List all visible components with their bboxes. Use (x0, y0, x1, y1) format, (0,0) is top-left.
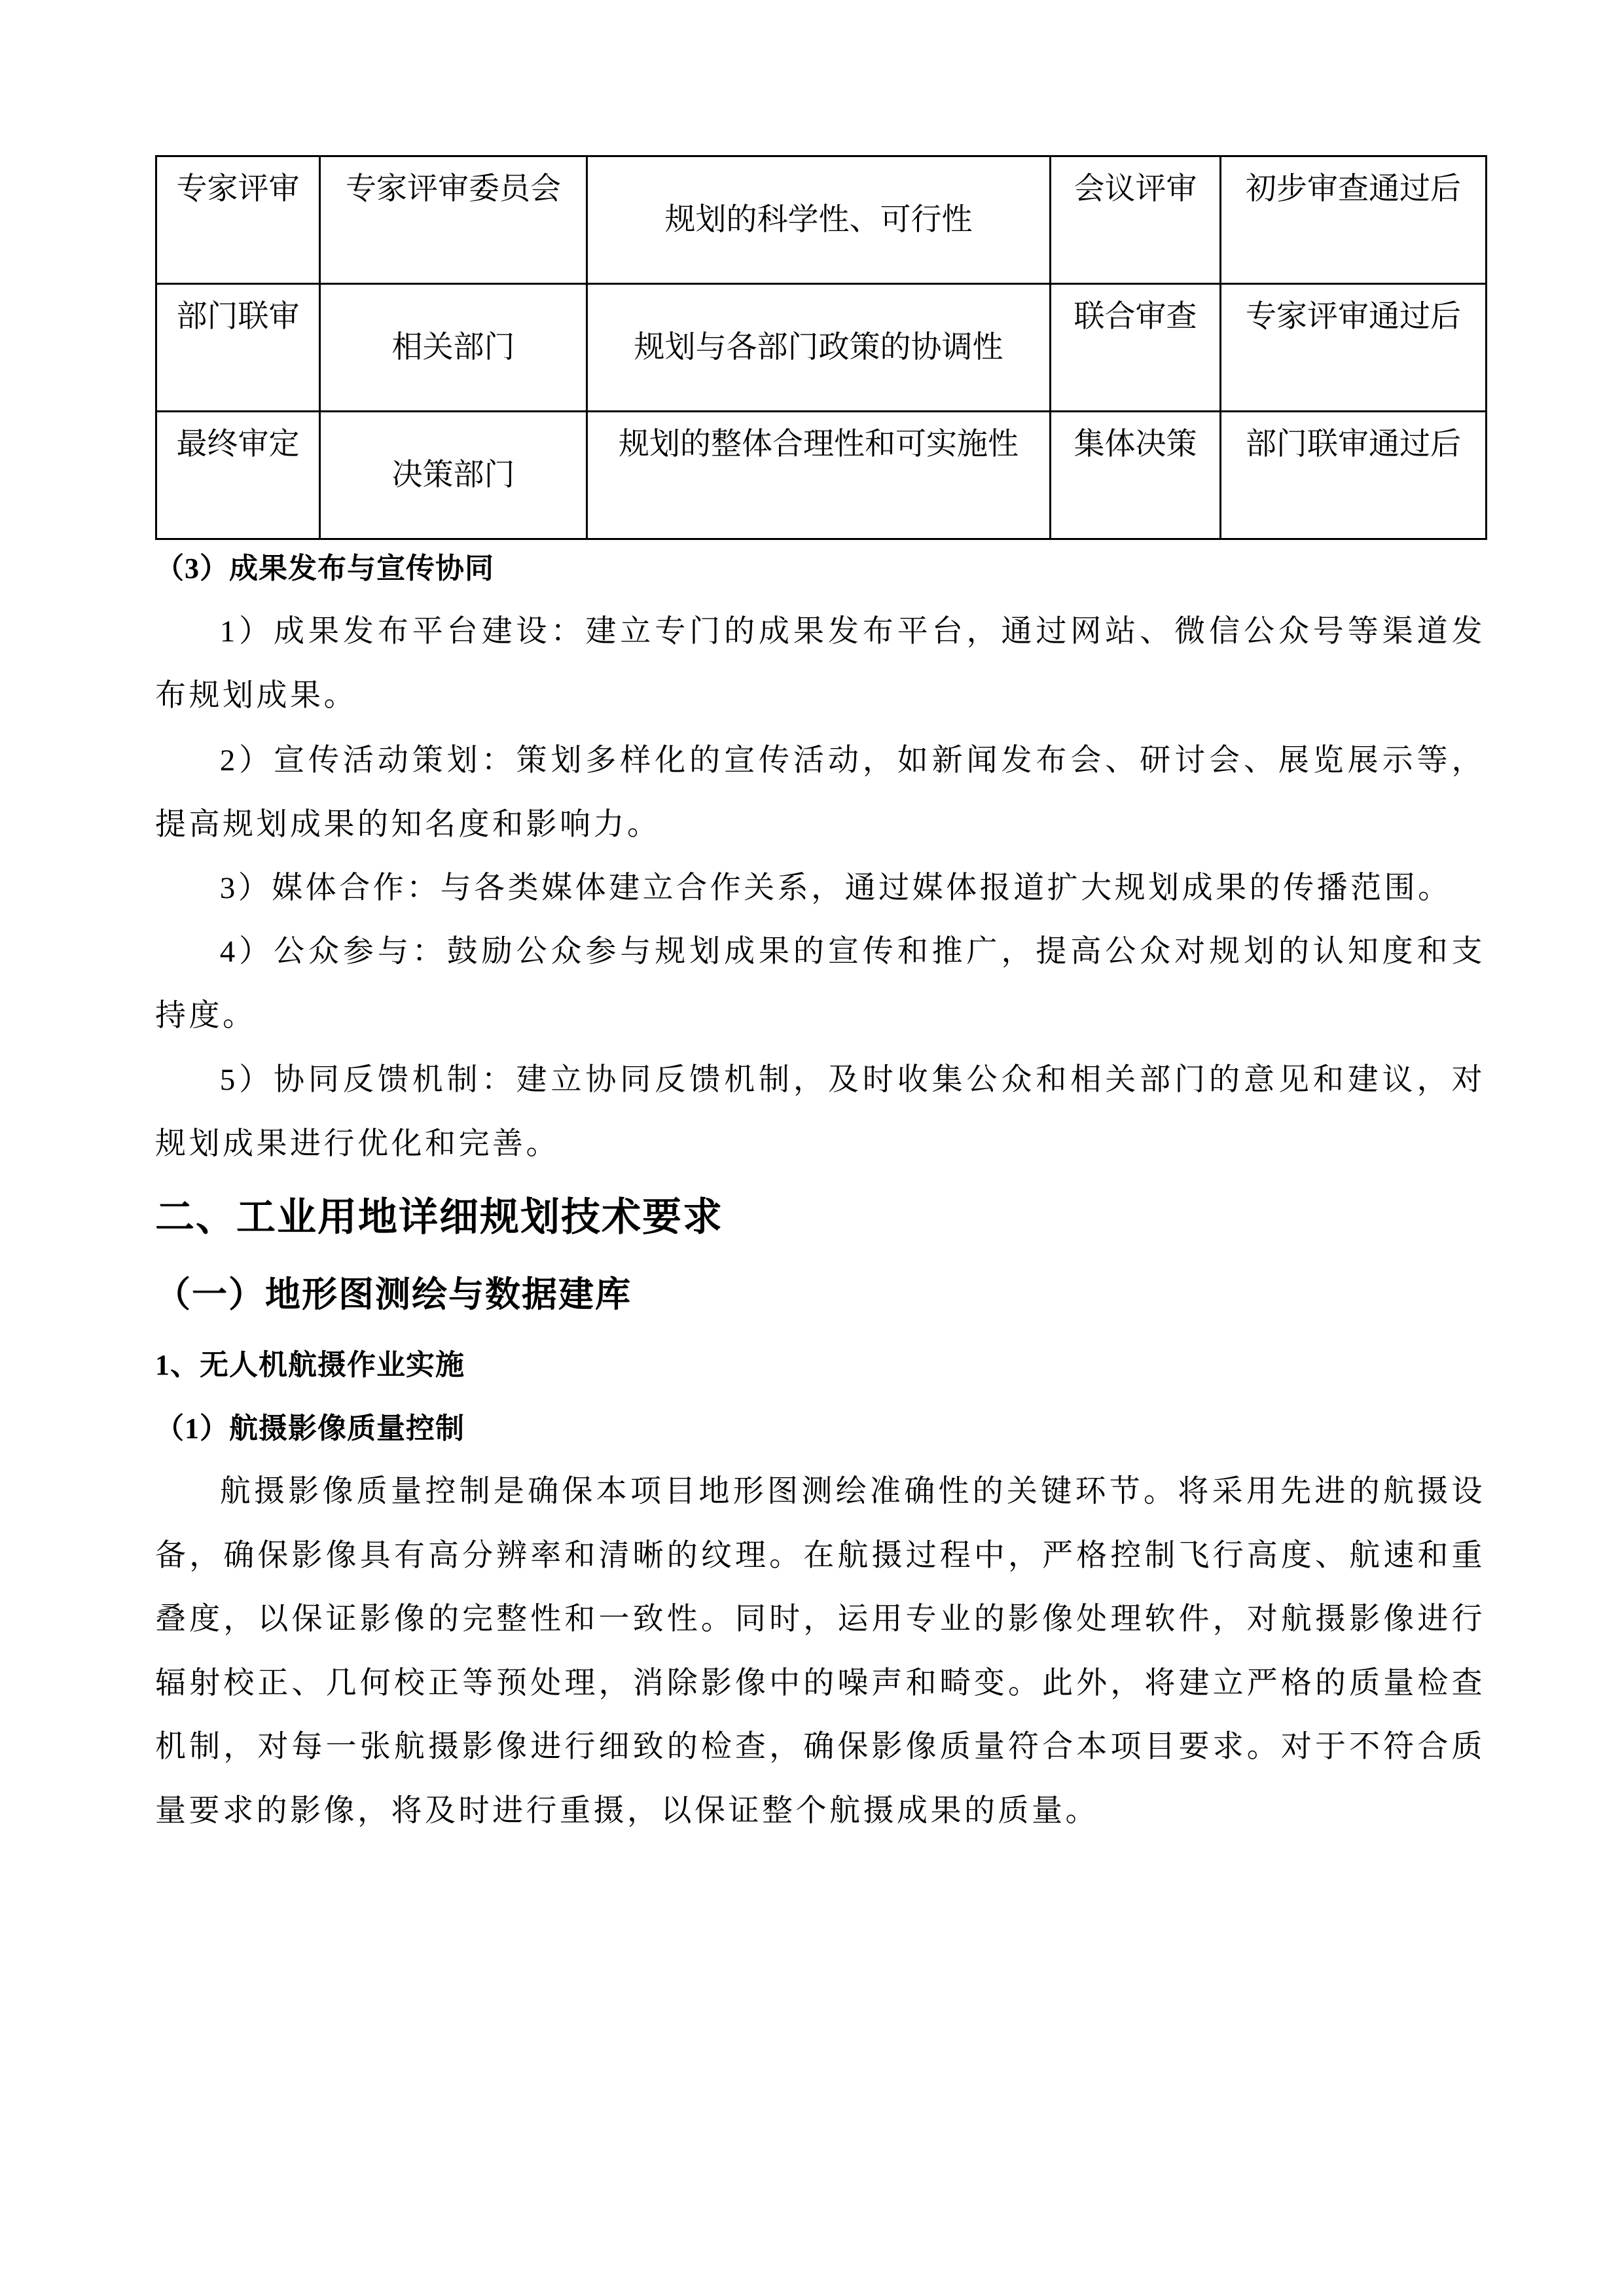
review-table (155, 155, 1487, 540)
table-cell: 联合审查 (1051, 284, 1221, 412)
table-cell: 规划与各部门政策的协调性 (587, 284, 1051, 412)
chapter-title: 二、工业用地详细规划技术要求 (155, 1196, 723, 1239)
table-cell: 最终审定 (156, 412, 320, 539)
list-item: 1）成果发布平台建设：建立专门的成果发布平台，通过网站、微信公众号等渠道发布规划成果。 (155, 615, 1485, 713)
table-cell: 部门联审通过后 (1221, 412, 1487, 539)
section-title: （一）地形图测绘与数据建库 (155, 1275, 632, 1314)
subsection-title: 1、无人机航摄作业实施 (155, 1349, 465, 1381)
table-cell: 规划的整体合理性和可实施性 (587, 412, 1051, 539)
table-cell: 专家评审委员会 (320, 156, 587, 284)
body-paragraph: 航摄影像质量控制是确保本项目地形图测绘准确性的关键环节。将采用先进的航摄设备，确保影像具有高分辨率和清晰的纹理。在航摄过程中，严格控制飞行高度、航速和重叠度，以保证影像的完整性和一致性。同时，运用专业的影像处理软件，对航摄影像进行辐射校正、几何校正等预处理，消除影像中的噪声和畸变。此外，将建立严格的质量检查机制，对每一张航摄影像进行细致的检查，确保影像质量符合本项目要求。对于不符合质量要求的影像，将及时进行重摄，以保证整个航摄成果的质量。 (155, 1475, 1485, 1828)
table-row (156, 284, 1487, 412)
table-cell: 初步审查通过后 (1221, 156, 1487, 284)
section-heading: （3）成果发布与宣传协同 (155, 552, 494, 584)
table-cell: 专家评审 (156, 156, 320, 284)
list-item: 3）媒体合作：与各类媒体建立合作关系，通过媒体报道扩大规划成果的传播范围。 (219, 871, 1452, 905)
table-cell: 集体决策 (1051, 412, 1221, 539)
table-cell: 决策部门 (320, 412, 587, 539)
table-cell: 部门联审 (156, 284, 320, 412)
list-item: 2）宣传活动策划：策划多样化的宣传活动，如新闻发布会、研讨会、展览展示等，提高规划成果的知名度和影响力。 (155, 744, 1485, 842)
list-item: 4）公众参与：鼓励公众参与规划成果的宣传和推广，提高公众对规划的认知度和支持度。 (155, 935, 1485, 1033)
subsection-heading: （1）航摄影像质量控制 (155, 1412, 465, 1444)
table-cell: 会议评审 (1051, 156, 1221, 284)
table-cell: 规划的科学性、可行性 (587, 156, 1051, 284)
table-row (156, 412, 1487, 539)
table-cell: 相关部门 (320, 284, 587, 412)
table-row (156, 156, 1487, 284)
table-cell: 专家评审通过后 (1221, 284, 1487, 412)
list-item: 5）协同反馈机制：建立协同反馈机制，及时收集公众和相关部门的意见和建议，对规划成果进行优化和完善。 (155, 1063, 1485, 1161)
